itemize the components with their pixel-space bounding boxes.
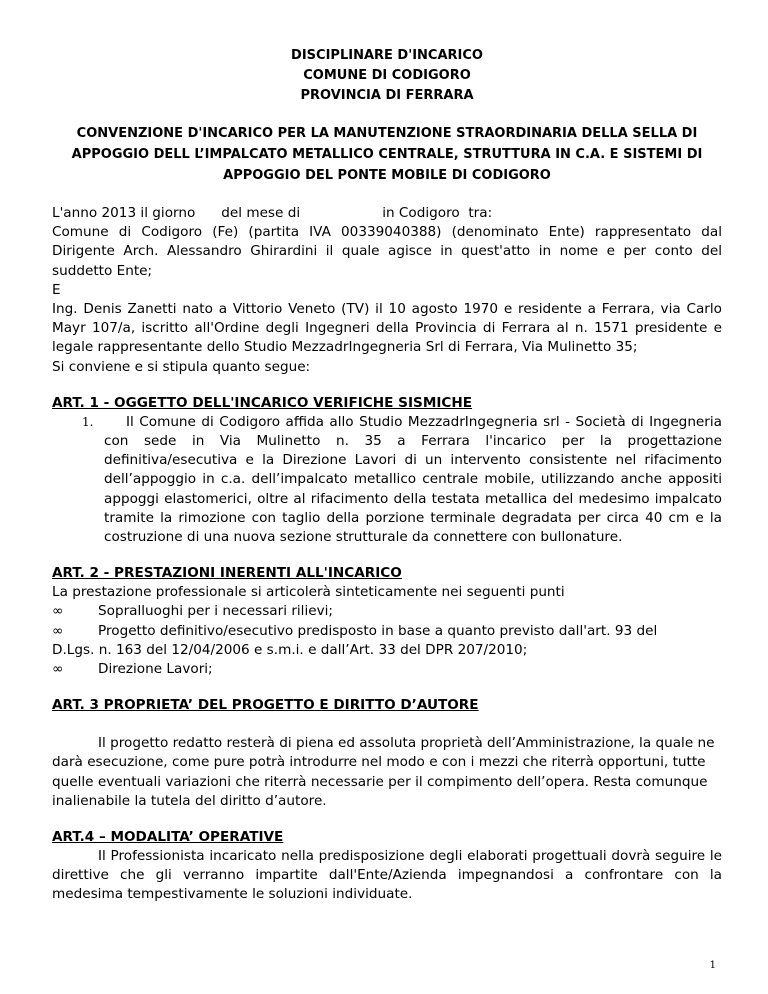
art4-text: Il Professionista incaricato nella predisposizione degli elaborati progettuali dovrà seguire le direttive che gli verranno impartite dall'Ente/Azienda impegnandosi a confrontare con la medesima tempestivamente le soluzioni individuate.	[52, 848, 722, 903]
header-title: DISCIPLINARE D'INCARICO	[291, 48, 483, 63]
art2-continuation: D.Lgs. n. 163 del 12/04/2006 e s.m.i. e dall’Art. 33 del DPR 207/2010;	[52, 641, 528, 658]
document-page	[52, 0, 722, 905]
intro-conviene: Si conviene e si stipula quanto segue:	[52, 358, 311, 375]
art2-item-text: Progetto definitivo/esecutivo predisposto in base a quanto previsto dall'art. 93 del	[98, 622, 658, 639]
art1-title: ART. 1 - OGGETTO DELL'INCARICO VERIFICHE SISMICHE	[52, 394, 473, 411]
art1-item-number: 1.	[82, 414, 94, 429]
art2-item-text: Direzione Lavori;	[98, 661, 213, 678]
art4-title: ART.4 – MODALITA’ OPERATIVE	[52, 829, 284, 846]
art2-bullet-item	[52, 622, 722, 641]
header-provincia: PROVINCIA DI FERRARA	[300, 88, 474, 103]
infinity-bullet-icon: ∞	[52, 622, 64, 639]
intro-comune: Comune di Codigoro (Fe) (partita IVA 00339040388) (denominato Ente) rappresentato dal Dirigente Arch. Alessandro Ghirardini il quale agisce in quest'atto in nome e per conto del suddetto Ente;	[52, 224, 722, 279]
intro-anno: L'anno 2013 il giorno del mese di in Codigoro tra:	[52, 205, 493, 221]
art3-title: ART. 3 PROPRIETA’ DEL PROGETTO E DIRITTO D’AUTORE	[52, 697, 479, 714]
intro-ing: Ing. Denis Zanetti nato a Vittorio Veneto (TV) il 10 agosto 1970 e residente a Ferrara, via Carlo Mayr 107/a, iscritto all'Ordine degli Ingegneri della Provincia di Ferrara al n. 1571 presidente e legale rappresentante dello Studio MezzadrIngegneria Srl di Ferrara, Via Mulinetto 35;	[52, 301, 722, 356]
intro-e: E	[52, 281, 61, 298]
header-comune: COMUNE DI CODIGORO	[303, 68, 471, 83]
infinity-bullet-icon: ∞	[52, 603, 64, 620]
art2-bullet-item	[52, 602, 722, 621]
art1-item	[52, 413, 722, 547]
page-number: 1	[709, 960, 716, 971]
document-header	[52, 46, 722, 106]
art2-item-text: Sopralluoghi per i necessari rilievi;	[98, 603, 334, 620]
art3-text: Il progetto redatto resterà di piena ed assoluta proprietà dell’Amministrazione, la quale ne darà esecuzione, come pure potrà introdurre nel modo e con i mezzi che riterrà opportuni, tutte quelle eventuali variazioni che riterrà necessarie per il compimento dell’opera. Resta comunque inalienabile la tutela del diritto d’autore.	[52, 735, 715, 809]
art2-intro: La prestazione professionale si articolerà sinteticamente nei seguenti punti	[52, 584, 565, 601]
convenzione-title: CONVENZIONE D'INCARICO PER LA MANUTENZIONE STRAORDINARIA DELLA SELLA DI APPOGGIO DELL L’IMPALCATO METALLICO CENTRALE, STRUTTURA IN C.A. E SISTEMI DI APPOGGIO DEL PONTE MOBILE DI CODIGORO	[71, 126, 703, 183]
art1-item-text: Il Comune di Codigoro affida allo Studio MezzadrIngegneria srl - Società di Ingegneria con sede in Via Mulinetto n. 35 a Ferrara l'incarico per la progettazione definitiva/esecutiva e la Direzione Lavori di un intervento consistente nel rifacimento dell’appoggio in c.a. dell’impalcato metallico centrale mobile, utilizzando anche appositi appoggi elastomerici, oltre al rifacimento della testata metallica del medesimo impalcato tramite la rimozione con taglio della porzione terminale degradata per circa 40 cm e la costruzione di una nuova sezione strutturale da connettere con bullonature.	[104, 413, 722, 546]
art2-title: ART. 2 - PRESTAZIONI INERENTI ALL'INCARICO	[52, 565, 402, 582]
art2-bullet-item	[52, 660, 722, 679]
infinity-bullet-icon: ∞	[52, 661, 64, 678]
